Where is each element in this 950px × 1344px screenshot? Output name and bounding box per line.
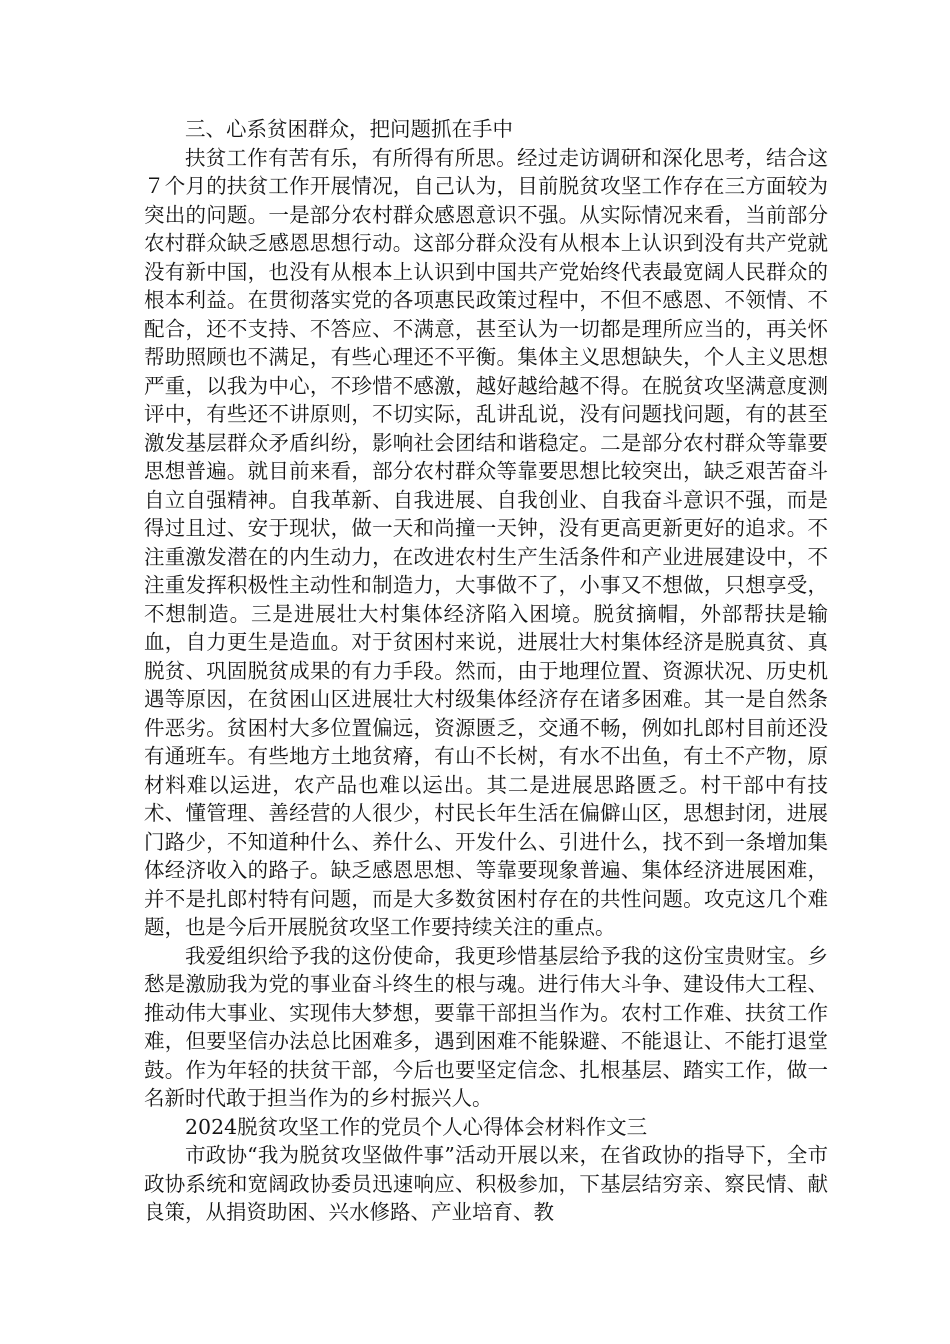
body-paragraph-problems: 扶贫工作有苦有乐，有所得有所思。经过走访调研和深化思考，结合这７个月的扶贫工作开展情况，自己认为，目前脱贫攻坚工作存在三方面较为突出的问题。一是部分农村群众感恩意识不强。从实际情况来看，当前部分农村群众缺乏感恩思想行动。这部分群众没有从根本上认识到没有共产党就没有新中国，也没有从根本上认识到中国共产党始终代表最宽阔人民群众的根本利益。在贯彻落实党的各项惠民政策过程中，不但不感恩、不领情、不配合，还不支持、不答应、不满意，甚至认为一切都是理所应当的，再关怀帮助照顾也不满足，有些心理还不平衡。集体主义思想缺失，个人主义思想严重，以我为中心，不珍惜不感激，越好越给越不得。在脱贫攻坚满意度测评中，有些还不讲原则，不切实际，乱讲乱说，没有问题找问题，有的甚至激发基层群众矛盾纠纷，影响社会团结和谐稳定。二是部分农村群众等靠要思想普遍。就目前来看，部分农村群众等靠要思想比较突出，缺乏艰苦奋斗自立自强精神。自我革新、自我进展、自我创业、自我奋斗意识不强，而是得过且过、安于现状，做一天和尚撞一天钟，没有更高更新更好的追求。不注重激发潜在的内生动力，在改进农村生产生活条件和产业进展建设中，不注重发挥积极性主动性和制造力，大事做不了，小事又不想做，只想享受，不想制造。三是进展壮大村集体经济陷入困境。脱贫摘帽，外部帮扶是输血，自力更生是造血。对于贫困村来说，进展壮大村集体经济是脱真贫、真脱贫、巩固脱贫成果的有力手段。然而，由于地理位置、资源状况、历史机遇等原因，在贫困山区进展壮大村级集体经济存在诸多困难。其一是自然条件恶劣。贫困村大多位置偏远，资源匮乏，交通不畅，例如扎郎村目前还没有通班车。有些地方土地贫瘠，有山不长树，有水不出鱼，有土不产物，原材料难以运进，农产品也难以运出。其二是进展思路匮乏。村干部中有技术、懂管理、善经营的人很少，村民长年生活在偏僻山区，思想封闭，进展门路少，不知道种什么、养什么、开发什么、引进什么，找不到一条增加集体经济收入的路子。缺乏感恩思想、等靠要现象普遍、集体经济进展困难，并不是扎郎村特有问题，而是大多数贫困村存在的共性问题。攻克这几个难题，也是今后开展脱贫攻坚工作要持续关注的重点。 — [144, 145, 828, 939]
article-title: 2024脱贫攻坚工作的党员个人心得体会材料作文三 — [185, 1114, 648, 1139]
section-heading: 三、心系贫困群众，把问题抓在手中 — [185, 117, 513, 141]
body-paragraph-cppcc: 市政协“我为脱贫攻坚做件事”活动开展以来，在省政协的指导下，全市政协系统和宽阔政协委员迅速响应、积极参加，下基层结穷亲、察民情、献良策，从捐资助困、兴水修路、产业培育、教 — [144, 1143, 828, 1224]
body-paragraph-commitment: 我爱组织给予我的这份使命，我更珍惜基层给予我的这份宝贵财宝。乡愁是激励我为党的事业奋斗终生的根与魂。进行伟大斗争、建设伟大工程、推动伟大事业、实现伟大梦想，要靠干部担当作为。农村工作难、扶贫工作难，但要坚信办法总比困难多，遇到困难不能躲避、不能退让、不能打退堂鼓。作为年轻的扶贫干部，今后也要坚定信念、扎根基层、踏实工作，做一名新时代敢于担当作为的乡村振兴人。 — [144, 943, 828, 1110]
document-page — [144, 115, 828, 1227]
